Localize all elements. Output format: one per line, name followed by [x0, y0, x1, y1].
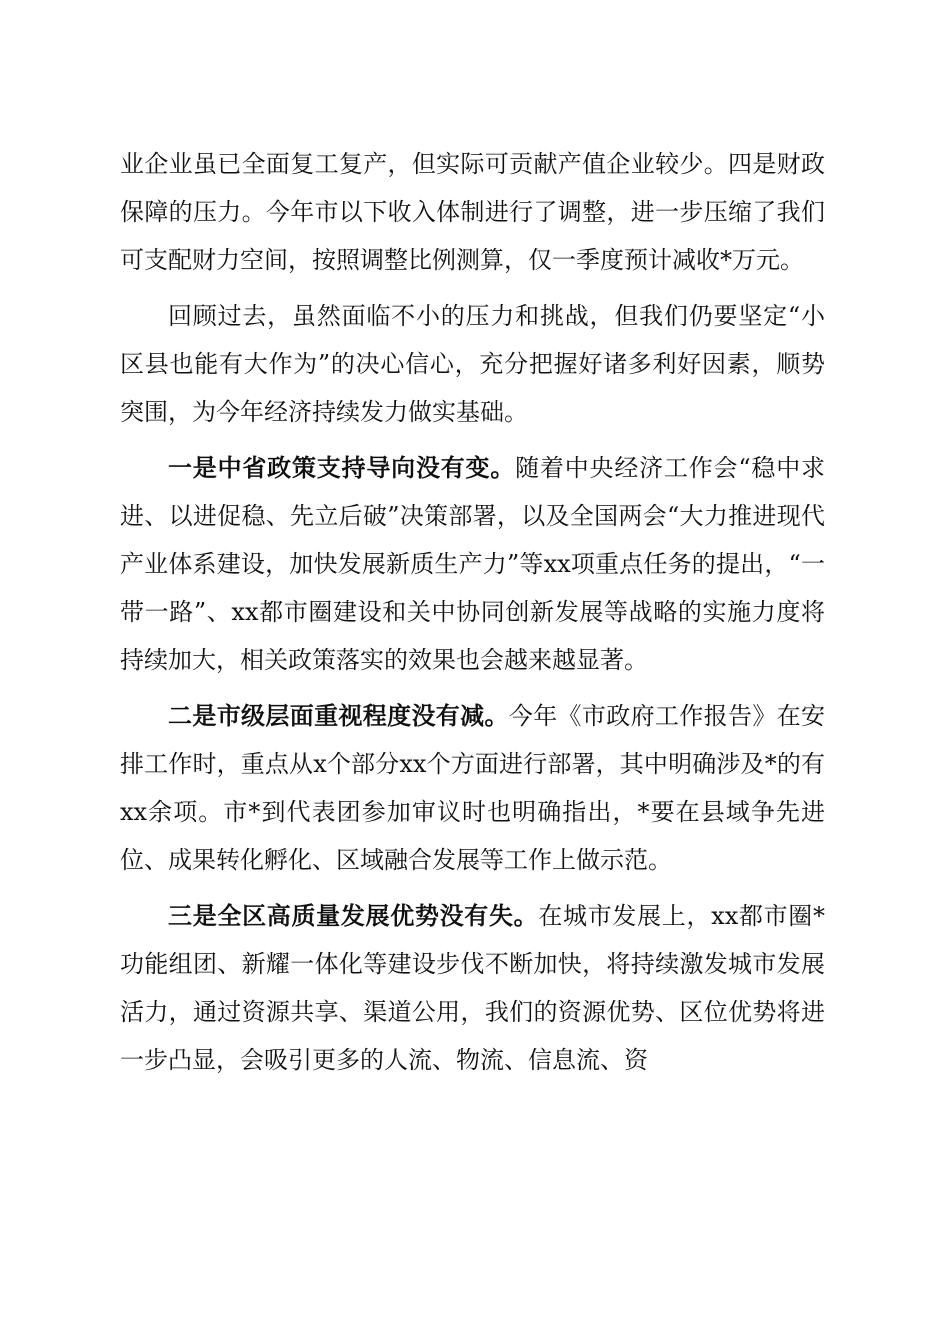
paragraph-point-two	[120, 692, 825, 884]
paragraph-text: 业企业虽已全面复工复产，但实际可贡献产值企业较少。四是财政保障的压力。今年市以下收入体制进行了调整，进一步压缩了我们可支配财力空间，按照调整比例测算，仅一季度预计减收*万元。	[120, 150, 825, 274]
paragraph-point-one	[120, 444, 825, 684]
paragraph-text: 今年《市政府工作报告》在安排工作时，重点从x个部分xx个方面进行部署，其中明确涉及*的有xx余项。市*到代表团参加审议时也明确指出，*要在县域争先进位、成果转化孵化、区域融合发展等工作上做示范。	[120, 702, 826, 874]
paragraph-text: 回顾过去，虽然面临不小的压力和挑战，但我们仍要坚定“小区县也能有大作为”的决心信心，充分把握好诸多利好因素，顺势突围，为今年经济持续发力做实基础。	[120, 302, 825, 426]
paragraph-lead-heading: 三是全区高质量发展优势没有失。	[168, 901, 539, 930]
paragraph-lead-heading: 二是市级层面重视程度没有减。	[168, 701, 509, 730]
paragraph-point-three	[120, 892, 825, 1084]
paragraph-text: 随着中央经济工作会“稳中求进、以进促稳、先立后破”决策部署，以及全国两会“大力推进现代产业体系建设，加快发展新质生产力”等xx项重点任务的提出，“一带一路”、xx都市圈建设和关中协同创新发展等战略的实施力度将持续加大，相关政策落实的效果也会越来越显著。	[120, 454, 825, 674]
document-body	[120, 140, 825, 1092]
paragraph-review	[120, 292, 825, 436]
paragraph-lead-heading: 一是中省政策支持导向没有变。	[168, 453, 516, 482]
paragraph-text: 在城市发展上，xx都市圈*功能组团、新耀一体化等建设步伐不断加快，将持续激发城市发展活力，通过资源共享、渠道公用，我们的资源优势、区位优势将进一步凸显，会吸引更多的人流、物流、信息流、资	[120, 902, 825, 1074]
paragraph-continuation	[120, 140, 825, 284]
